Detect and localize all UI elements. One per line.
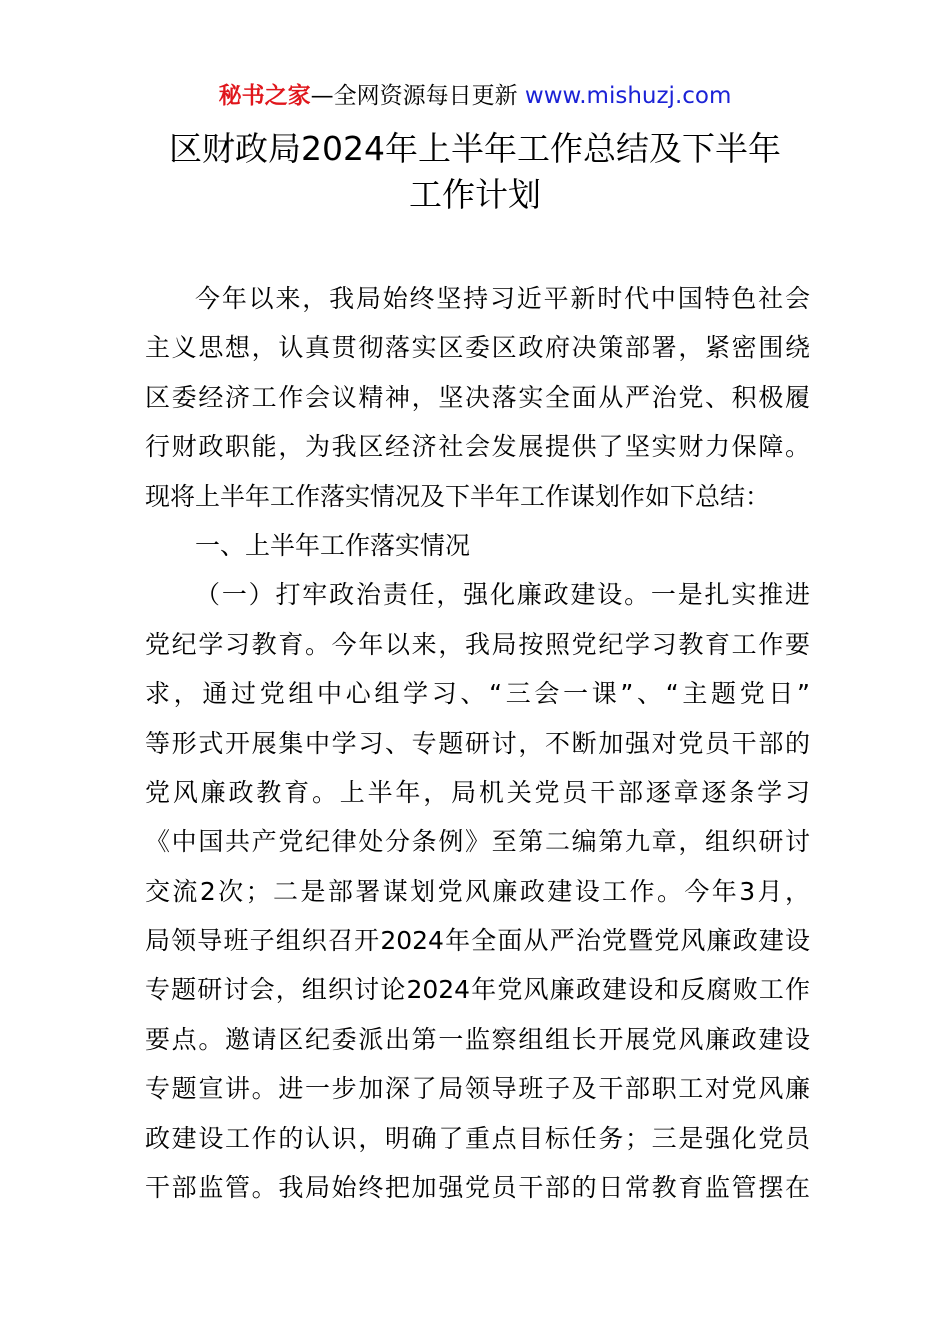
document-title (120, 126, 830, 218)
header-tagline: —全网资源每日更新 (310, 83, 525, 109)
paragraph-line: 区委经济工作会议精神，坚决落实全面从严治党、积极履 (145, 382, 810, 412)
paragraph-line: （一）打牢政治责任，强化廉政建设。一是扎实推进 (195, 580, 810, 610)
paragraph-line: 等形式开展集中学习、专题研讨，不断加强对党员干部的 (145, 728, 810, 758)
paragraph-line: 行财政职能，为我区经济社会发展提供了坚实财力保障。 (145, 432, 810, 462)
site-url-link[interactable]: www.mishuzj.com (524, 83, 732, 109)
paragraph-line: 局领导班子组织召开2024年全面从严治党暨党风廉政建设 (145, 926, 810, 956)
paragraph-line: 党风廉政教育。上半年，局机关党员干部逐章逐条学习 (145, 777, 810, 807)
paragraph-line: 今年以来，我局始终坚持习近平新时代中国特色社会 (195, 284, 810, 313)
title-line-1: 区财政局2024年上半年工作总结及下半年 (169, 129, 781, 168)
paragraph-line: 党纪学习教育。今年以来，我局按照党纪学习教育工作要 (145, 629, 810, 659)
paragraph-line: 干部监管。我局始终把加强党员干部的日常教育监管摆在 (145, 1173, 810, 1203)
paragraph-line: 《中国共产党纪律处分条例》至第二编第九章，组织研讨 (145, 827, 810, 857)
document-body (145, 274, 810, 1212)
paragraph-line: 交流2次；二是部署谋划党风廉政建设工作。今年3月， (145, 876, 810, 906)
paragraph-line: 要点。邀请区纪委派出第一监察组组长开展党风廉政建设 (145, 1024, 810, 1054)
section-heading: 一、上半年工作落实情况 (195, 530, 471, 560)
paragraph-line: 主义思想，认真贯彻落实区委区政府决策部署，紧密围绕 (145, 333, 810, 363)
paragraph-line: 现将上半年工作落实情况及下半年工作谋划作如下总结： (145, 481, 771, 511)
paragraph-line: 政建设工作的认识，明确了重点目标任务；三是强化党员 (145, 1123, 810, 1153)
site-header (0, 80, 950, 112)
brand-name: 秘书之家 (218, 83, 311, 109)
paragraph-line: 求，通过党组中心组学习、“三会一课”、“主题党日” (145, 679, 810, 709)
paragraph-line: 专题研讨会，组织讨论2024年党风廉政建设和反腐败工作 (145, 975, 810, 1005)
paragraph-line: 专题宣讲。进一步加深了局领导班子及干部职工对党风廉 (145, 1074, 810, 1104)
title-line-2: 工作计划 (409, 175, 541, 214)
